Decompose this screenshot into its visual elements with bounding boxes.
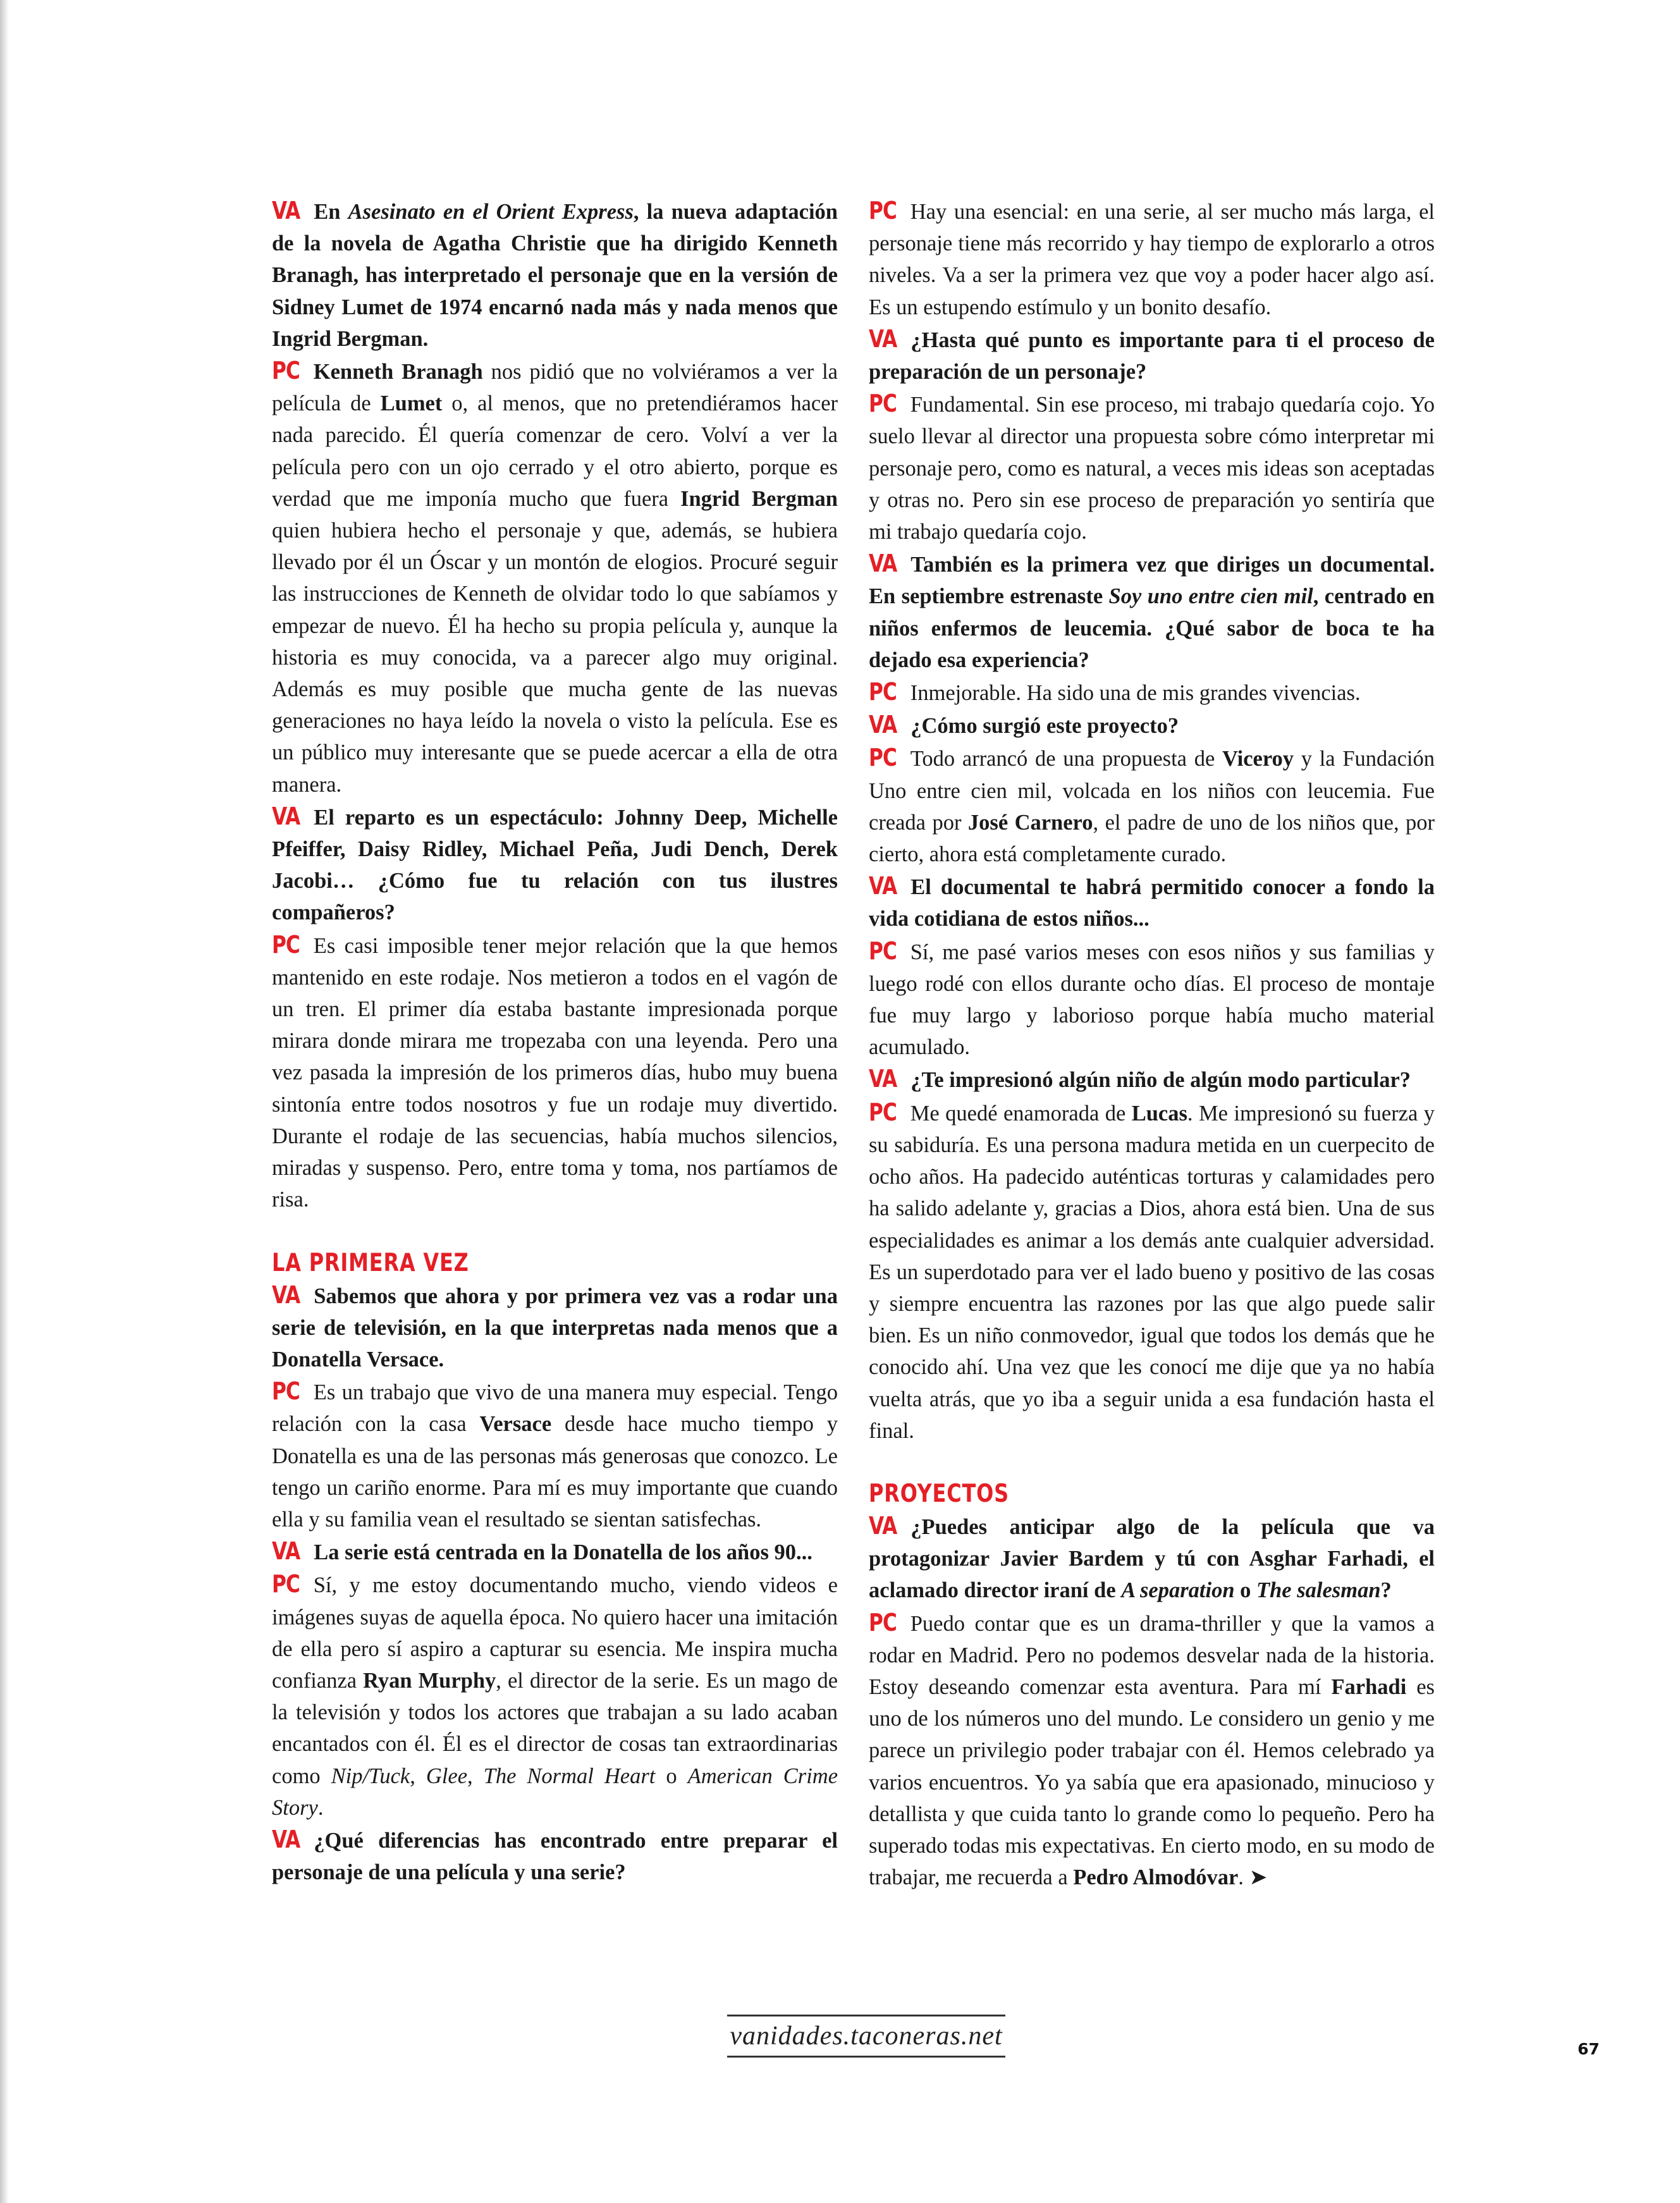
- paragraph-text: ¿Hasta qué punto es importante para ti el proceso de preparación de un personaje?: [869, 328, 1435, 384]
- footer-website-url: vanidades.taconeras.net: [727, 2015, 1005, 2058]
- paragraph-text: Es un trabajo que vivo de una manera muy especial. Tengo relación con la casa Versace desde hace mucho tiempo y Donatella es una de las personas más generosas que conozco. Le tengo un cariño enorme. Para mí es muy importante que cuando ella y su familia vean el resultado se sientan satisfechas.: [272, 1380, 838, 1531]
- paragraph-text: Fundamental. Sin ese proceso, mi trabajo quedaría cojo. Yo suelo llevar al director una propuesta sobre cómo interpretar mi personaje pero, como es natural, a veces mis ideas son aceptadas y otras no. Pero sin ese proceso de preparación yo sentiría que mi trabajo quedaría cojo.: [869, 393, 1435, 544]
- page-edge-shadow: [0, 0, 9, 2203]
- paragraph-text: ¿Puedes anticipar algo de la película que va protagonizar Javier Bardem y tú con Asghar Farhadi, el aclamado director iraní de A separation o The salesman?: [869, 1514, 1435, 1603]
- speaker-tag-pc: PC: [869, 197, 897, 224]
- paragraph-text: Puedo contar que es un drama-thriller y que la vamos a rodar en Madrid. Pero no podemos desvelar nada de la historia. Estoy deseando comenzar esta aventura. Para mí Farhadi es uno de los números uno del mundo. Le considero un genio y me parece un privilegio poder trabajar con él. Hemos celebrado ya varios encuentros. Yo ya sabía que era apasionado, minucioso y detallista y que cuida tanto lo grande como lo pequeño. Pero ha superado todas mis expectativas. En cierto modo, en su modo de trabajar, me recuerda a Pedro Almodóvar. ➤: [869, 1611, 1435, 1890]
- speaker-tag-va: VA: [869, 324, 897, 353]
- speaker-tag-pc: PC: [869, 744, 897, 772]
- interview-answer: [869, 388, 1435, 548]
- paragraph-text: Sabemos que ahora y por primera vez vas a rodar una serie de televisión, en la que interpretas nada menos que a Donatella Versace.: [272, 1284, 838, 1372]
- interview-question: [272, 1535, 838, 1568]
- speaker-tag-va: VA: [869, 1511, 897, 1540]
- interview-question: [272, 195, 838, 355]
- paragraph-text: ¿Cómo surgió este proyecto?: [911, 714, 1179, 739]
- speaker-tag-va: VA: [272, 802, 300, 830]
- speaker-tag-va: VA: [869, 711, 897, 739]
- speaker-tag-pc: PC: [869, 1098, 897, 1126]
- interview-answer: [869, 742, 1435, 870]
- speaker-tag-pc: PC: [272, 1377, 300, 1406]
- speaker-tag-va: VA: [272, 1825, 300, 1853]
- speaker-tag-pc: PC: [272, 357, 300, 385]
- paragraph-text: ¿Te impresionó algún niño de algún modo particular?: [911, 1068, 1411, 1093]
- speaker-tag-va: VA: [869, 1065, 897, 1093]
- interview-question: [869, 1063, 1435, 1096]
- interview-question: [869, 1510, 1435, 1607]
- paragraph-text: Kenneth Branagh nos pidió que no volviéramos a ver la película de Lumet o, al menos, que no pretendiéramos hacer nada parecido. Él quería comenzar de cero. Volví a ver la película pero con un ojo cerrado y el otro abierto, porque es verdad que me imponía mucho que fuera Ingrid Bergman quien hubiera hecho el personaje y que, además, se hubiera llevado por él un Óscar y un montón de elogios. Procuré seguir las instrucciones de Kenneth de olvidar todo lo que sabíamos y empezar de nuevo. Él ha hecho su propia película y, aunque la historia es muy conocida, va a parecer algo muy original. Además es muy posible que mucha gente de las nuevas generaciones no haya leído la novela o visto la película. Ese es un público muy interesante que se puede acercar a ella de otra manera.: [272, 360, 838, 797]
- paragraph-text: El documental te habrá permitido conocer a fondo la vida cotidiana de estos niños...: [869, 875, 1435, 931]
- interview-question: [869, 709, 1435, 742]
- speaker-tag-pc: PC: [869, 936, 897, 965]
- paragraph-text: En Asesinato en el Orient Express, la nueva adaptación de la novela de Agatha Christie que ha dirigido Kenneth Branagh, has interpretado el personaje que en la versión de Sidney Lumet de 1974 encarnó nada más y nada menos que Ingrid Bergman.: [272, 200, 838, 351]
- paragraph-text: También es la primera vez que diriges un documental. En septiembre estrenaste Soy uno entre cien mil, centrado en niños enfermos de leucemia. ¿Qué sabor de boca te ha dejado esa experiencia?: [869, 553, 1435, 672]
- paragraph-text: Sí, y me estoy documentando mucho, viendo videos e imágenes suyas de aquella época. No quiero hacer una imitación de ella pero sí aspiro a capturar su esencia. Me inspira mucha confianza Ryan Murphy, el director de la serie. Es un mago de la televisión y todos los actores que trabajan a su lado acaban encantados con él. Él es el director de cosas tan extraordinarias como Nip/Tuck, Glee, The Normal Heart o American Crime Story.: [272, 1573, 838, 1820]
- paragraph-text: El reparto es un espectáculo: Johnny Deep, Michelle Pfeiffer, Daisy Ridley, Michael Peña, Judi Dench, Derek Jacobi… ¿Cómo fue tu relación con tus ilustres compañeros?: [272, 805, 838, 925]
- paragraph-text: La serie está centrada en la Donatella de los años 90...: [314, 1540, 812, 1565]
- left-text-column: [272, 195, 838, 1888]
- paragraph-text: Todo arrancó de una propuesta de Viceroy y la Fundación Uno entre cien mil, volcada en los niños con leucemia. Fue creada por José Carnero, el padre de uno de los niños que, por cierto, ahora está completamente curado.: [869, 747, 1435, 867]
- interview-answer: [869, 1096, 1435, 1447]
- speaker-tag-va: VA: [272, 1537, 300, 1566]
- speaker-tag-pc: PC: [869, 1608, 897, 1636]
- speaker-tag-pc: PC: [272, 930, 300, 959]
- interview-question: [272, 801, 838, 929]
- interview-question: [272, 1279, 838, 1376]
- paragraph-text: Inmejorable. Ha sido una de mis grandes vivencias.: [910, 681, 1361, 706]
- interview-question: [869, 870, 1435, 935]
- speaker-tag-pc: PC: [272, 1570, 300, 1599]
- speaker-tag-va: VA: [869, 549, 897, 578]
- interview-answer: [869, 676, 1435, 709]
- interview-answer: [272, 1568, 838, 1824]
- interview-answer: [272, 1375, 838, 1535]
- speaker-tag-va: VA: [869, 872, 897, 900]
- interview-answer: [272, 355, 838, 801]
- interview-answer: [869, 195, 1435, 323]
- paragraph-text: Me quedé enamorada de Lucas. Me impresionó su fuerza y su sabiduría. Es una persona madura metida en un cuerpecito de ocho años. Ha padecido auténticas torturas y calamidades pero ha salido adelante y, gracias a Dios, ahora está bien. Una de sus especialidades es animar a los demás ante cualquier adversidad. Es un superdotado para ver el lado bueno y positivo de las cosas y siempre encuentra las razones por las que algo puede salir bien. Es un niño conmovedor, igual que todos los demás que he conocido ahí. Una vez que les conocí me dije que ya no había vuelta atrás, que yo iba a seguir unida a esa fundación hasta el final.: [869, 1101, 1435, 1443]
- interview-answer: [272, 929, 838, 1216]
- paragraph-text: Sí, me pasé varios meses con esos niños y sus familias y luego rodé con ellos durante ocho días. El proceso de montaje fue muy largo y laborioso porque había mucho material acumulado.: [869, 940, 1435, 1060]
- paragraph-text: ¿Qué diferencias has encontrado entre preparar el personaje de una película y una serie?: [272, 1828, 838, 1885]
- interview-question: [869, 548, 1435, 676]
- speaker-tag-pc: PC: [869, 678, 897, 706]
- paragraph-text: Es casi imposible tener mejor relación que la que hemos mantenido en este rodaje. Nos metieron a todos en el vagón de un tren. El primer día estaba bastante impresionada porque mirara donde mirara me tropezaba con una leyenda. Pero una vez pasada la impresión de los primeros días, hubo muy buena sintonía entre todos nosotros y fue un rodaje muy divertido. Durante el rodaje de las secuencias, había muchos silencios, miradas y suspenso. Pero, entre toma y toma, nos partíamos de risa.: [272, 933, 838, 1212]
- paragraph-text: Hay una esencial: en una serie, al ser mucho más larga, el personaje tiene más recorrido y hay tiempo de explorarlo a otros niveles. Va a ser la primera vez que voy a poder hacer algo así. Es un estupendo estímulo y un bonito desafío.: [869, 200, 1435, 319]
- speaker-tag-va: VA: [272, 197, 300, 224]
- interview-question: [869, 323, 1435, 388]
- speaker-tag-va: VA: [272, 1280, 300, 1309]
- page-number: 67: [1578, 2040, 1600, 2058]
- interview-answer: [869, 1607, 1435, 1894]
- interview-answer: [869, 935, 1435, 1064]
- speaker-tag-pc: PC: [869, 390, 897, 418]
- interview-question: [272, 1824, 838, 1888]
- section-heading: PROYECTOS: [869, 1479, 1010, 1508]
- section-heading: LA PRIMERA VEZ: [272, 1248, 469, 1277]
- right-text-column: [869, 195, 1435, 1893]
